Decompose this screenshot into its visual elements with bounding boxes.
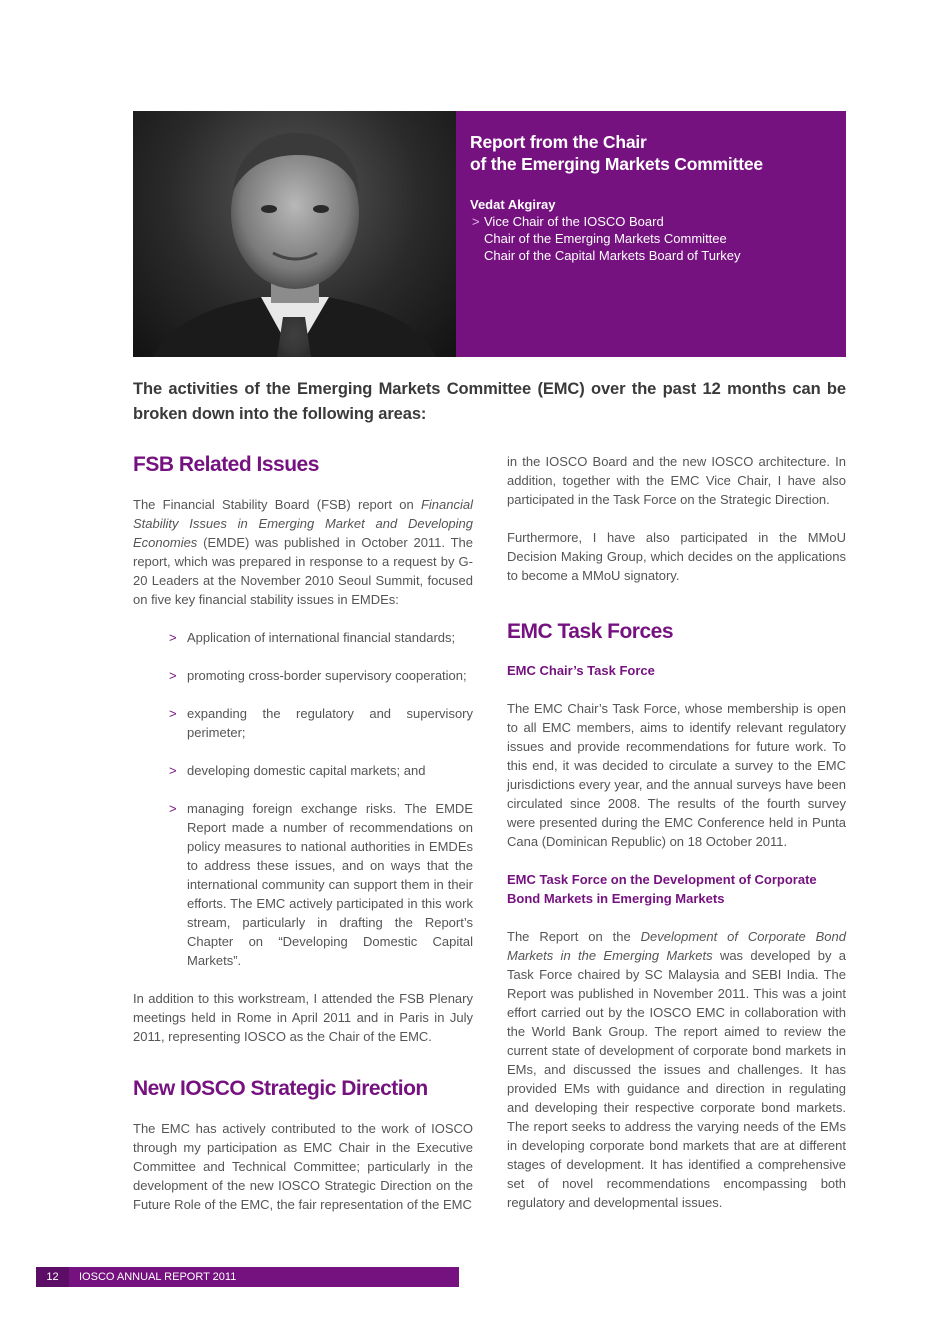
strategic-para2: Furthermore, I have also participated in the MMoU Decision Making Group, which decides on the applications to become a MMoU signatory. [507,530,846,583]
chair-header-band [133,111,846,357]
portrait-illustration [133,111,456,357]
strategic-para1: The EMC has actively contributed to the work of IOSCO through my participation as EMC Chair in the Executive Committee and Technical Committee; particularly in the development of the new IOSCO Strategic Direction on the Future Role of the EMC, the fair representation of the EMC [133,1121,473,1212]
list-item: > managing foreign exchange risks. The EMDE Report made a number of recommendations on policy measures to national authorities in EMDEs to address these issues, and on ways that the international community can support them in their efforts. The EMC actively participated in this work stream, particularly in drafting the Report’s Chapter on “Developing Domestic Capital Markets”. [169,801,473,968]
report-title-line2: of the Emerging Markets Committee [470,154,763,174]
report-title-line1: Report from the Chair [470,132,647,152]
chair-role-item: Chair of the Capital Markets Board of Turkey [484,248,741,263]
fsb-closing: In addition to this workstream, I attended the FSB Plenary meetings held in Rome in April 2011 and in Paris in July 2011, representing IOSCO as the Chair of the EMC. [133,991,473,1044]
page-number: 12 [36,1267,69,1287]
section-heading-task-forces: EMC Task Forces [507,620,674,643]
chair-portrait [133,111,456,357]
footer-report-title: IOSCO ANNUAL REPORT 2011 [79,1271,237,1283]
lead-paragraph: The activities of the Emerging Markets Committee (EMC) over the past 12 months can be broken down into the following areas: [133,380,846,423]
page-footer [36,1267,459,1287]
chair-name: Vedat Akgiray [470,197,556,212]
right-column [507,452,846,1212]
chevron-right-icon: > [472,214,480,229]
chair-task-force-text: The EMC Chair’s Task Force, whose membership is open to all EMC members, aims to identify relevant regulatory issues and provide recommendations for future work. To this end, it was decided to circulate a survey to the EMC jurisdictions every year, and the annual surveys have been circulated since 2008. The results of the fourth survey were presented during the EMC Conference held in Punta Cana (Dominican Republic) on 18 October 2011. [507,701,846,849]
chevron-right-icon: > [169,630,177,645]
list-item: > expanding the regulatory and supervisory perimeter; [169,706,473,740]
chevron-right-icon: > [169,763,177,778]
chevron-right-icon: > [169,801,177,816]
section-heading-strategic: New IOSCO Strategic Direction [133,1077,428,1100]
subheading-bond-task-force: EMC Task Force on the Development of Corporate Bond Markets in Emerging Markets [507,872,817,906]
left-column [133,452,473,1214]
section-heading-fsb: FSB Related Issues [133,453,319,476]
chevron-right-icon: > [169,706,177,721]
chair-role-item: Chair of the Emerging Markets Committee [484,231,727,246]
list-item: > developing domestic capital markets; and [169,763,426,778]
chevron-right-icon: > [169,668,177,683]
fsb-bullet-list [133,628,473,970]
list-item: > promoting cross-border supervisory cooperation; [169,668,467,683]
bond-task-force-text: The Report on the Development of Corporate Bond Markets in the Emerging Markets was developed by a Task Force chaired by SC Malaysia and SEBI India. The Report was published in November 2011. This was a joint effort carried out by the IOSCO EMC in collaboration with the World Bank Group. The report aimed to review the current state of development of corporate bond markets in EMs, and discussed the issues and challenges. It has provided EMs with guidance and direction in regulating and developing their respective corporate bond markets. The report seeks to address the varying needs of the EMs in developing corporate bond markets that are at different stages of development. It has identified a comprehensive set of novel recommendations encompassing both regulatory and developmental issues. [507,929,846,1210]
report-title [470,131,832,175]
chair-role-item: > Vice Chair of the IOSCO Board [472,214,664,229]
subheading-chair-task-force: EMC Chair’s Task Force [507,663,655,678]
chair-roles [470,213,832,264]
fsb-intro: The Financial Stability Board (FSB) report on Financial Stability Issues in Emerging Market and Developing Economies (EMDE) was published in October 2011. The report, which was prepared in response to a request by G-20 Leaders at the November 2010 Seoul Summit, focused on five key financial stability issues in EMDEs: [133,497,473,607]
list-item: > Application of international financial standards; [169,630,456,645]
chair-info-panel [456,111,846,357]
strategic-para1-continued: in the IOSCO Board and the new IOSCO architecture. In addition, together with the EMC Vice Chair, I have also participated in the Task Force on the Strategic Direction. [507,454,846,507]
